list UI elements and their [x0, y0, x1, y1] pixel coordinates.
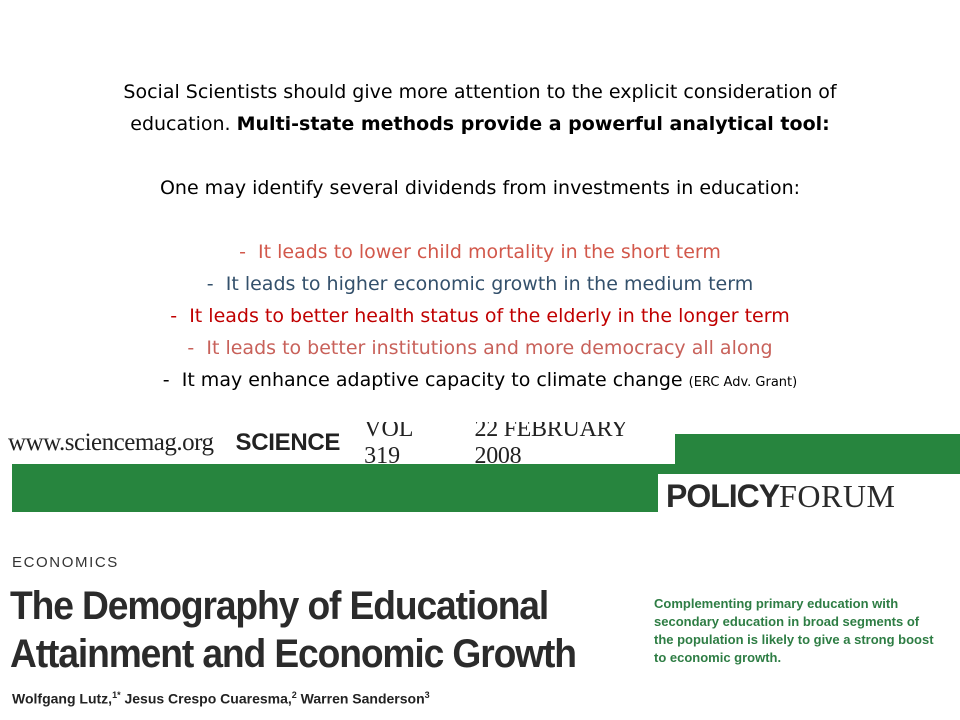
- dividends-intro: One may identify several dividends from investments in education:: [159, 177, 801, 199]
- science-article-clipping: [0, 422, 960, 720]
- article-authors: Wolfgang Lutz,$^{1*}$ Jesus Crespo Cuaresma,$^2$ Warren Sanderson$^3$: [12, 690, 430, 707]
- paragraph-line: [0, 108, 960, 140]
- bullet-institutions: - It leads to better institutions and more democracy all along: [187, 337, 773, 359]
- section-label: ECONOMICS: [12, 554, 119, 571]
- text-normal: education.: [130, 113, 231, 135]
- paragraph-line: Social Scientists should give more attention to the explicit consideration of: [123, 81, 837, 103]
- green-band-top: [672, 434, 960, 464]
- journal-name: SCIENCE: [235, 429, 341, 456]
- bullet-economic-growth: - It leads to higher economic growth in the medium term: [206, 273, 754, 295]
- article-summary: Complementing primary education with secondary education in broad segments of the population is likely to give a strong boost to economic growth.: [654, 596, 934, 665]
- grant-note: (ERC Adv. Grant): [688, 375, 798, 390]
- slide-text: [0, 76, 960, 399]
- text-bold: Multi-state methods provide a powerful analytical tool:: [236, 113, 830, 135]
- journal-masthead: [0, 422, 675, 469]
- article-title: The Demography of Educational Attainment and Economic Growth: [10, 584, 576, 676]
- bullet-child-mortality: - It leads to lower child mortality in the short term: [239, 241, 721, 263]
- journal-volume: VOL 319: [364, 422, 413, 469]
- journal-date: 22 FEBRUARY 2008: [474, 422, 628, 469]
- policy-forum-label: POLICYFORUM: [666, 478, 896, 514]
- journal-url: www.sciencemag.org: [8, 429, 214, 456]
- bullet-health-status: - It leads to better health status of the elderly in the longer term: [170, 305, 790, 327]
- bullet-climate-change: - It may enhance adaptive capacity to climate change (ERC Adv. Grant): [162, 369, 798, 391]
